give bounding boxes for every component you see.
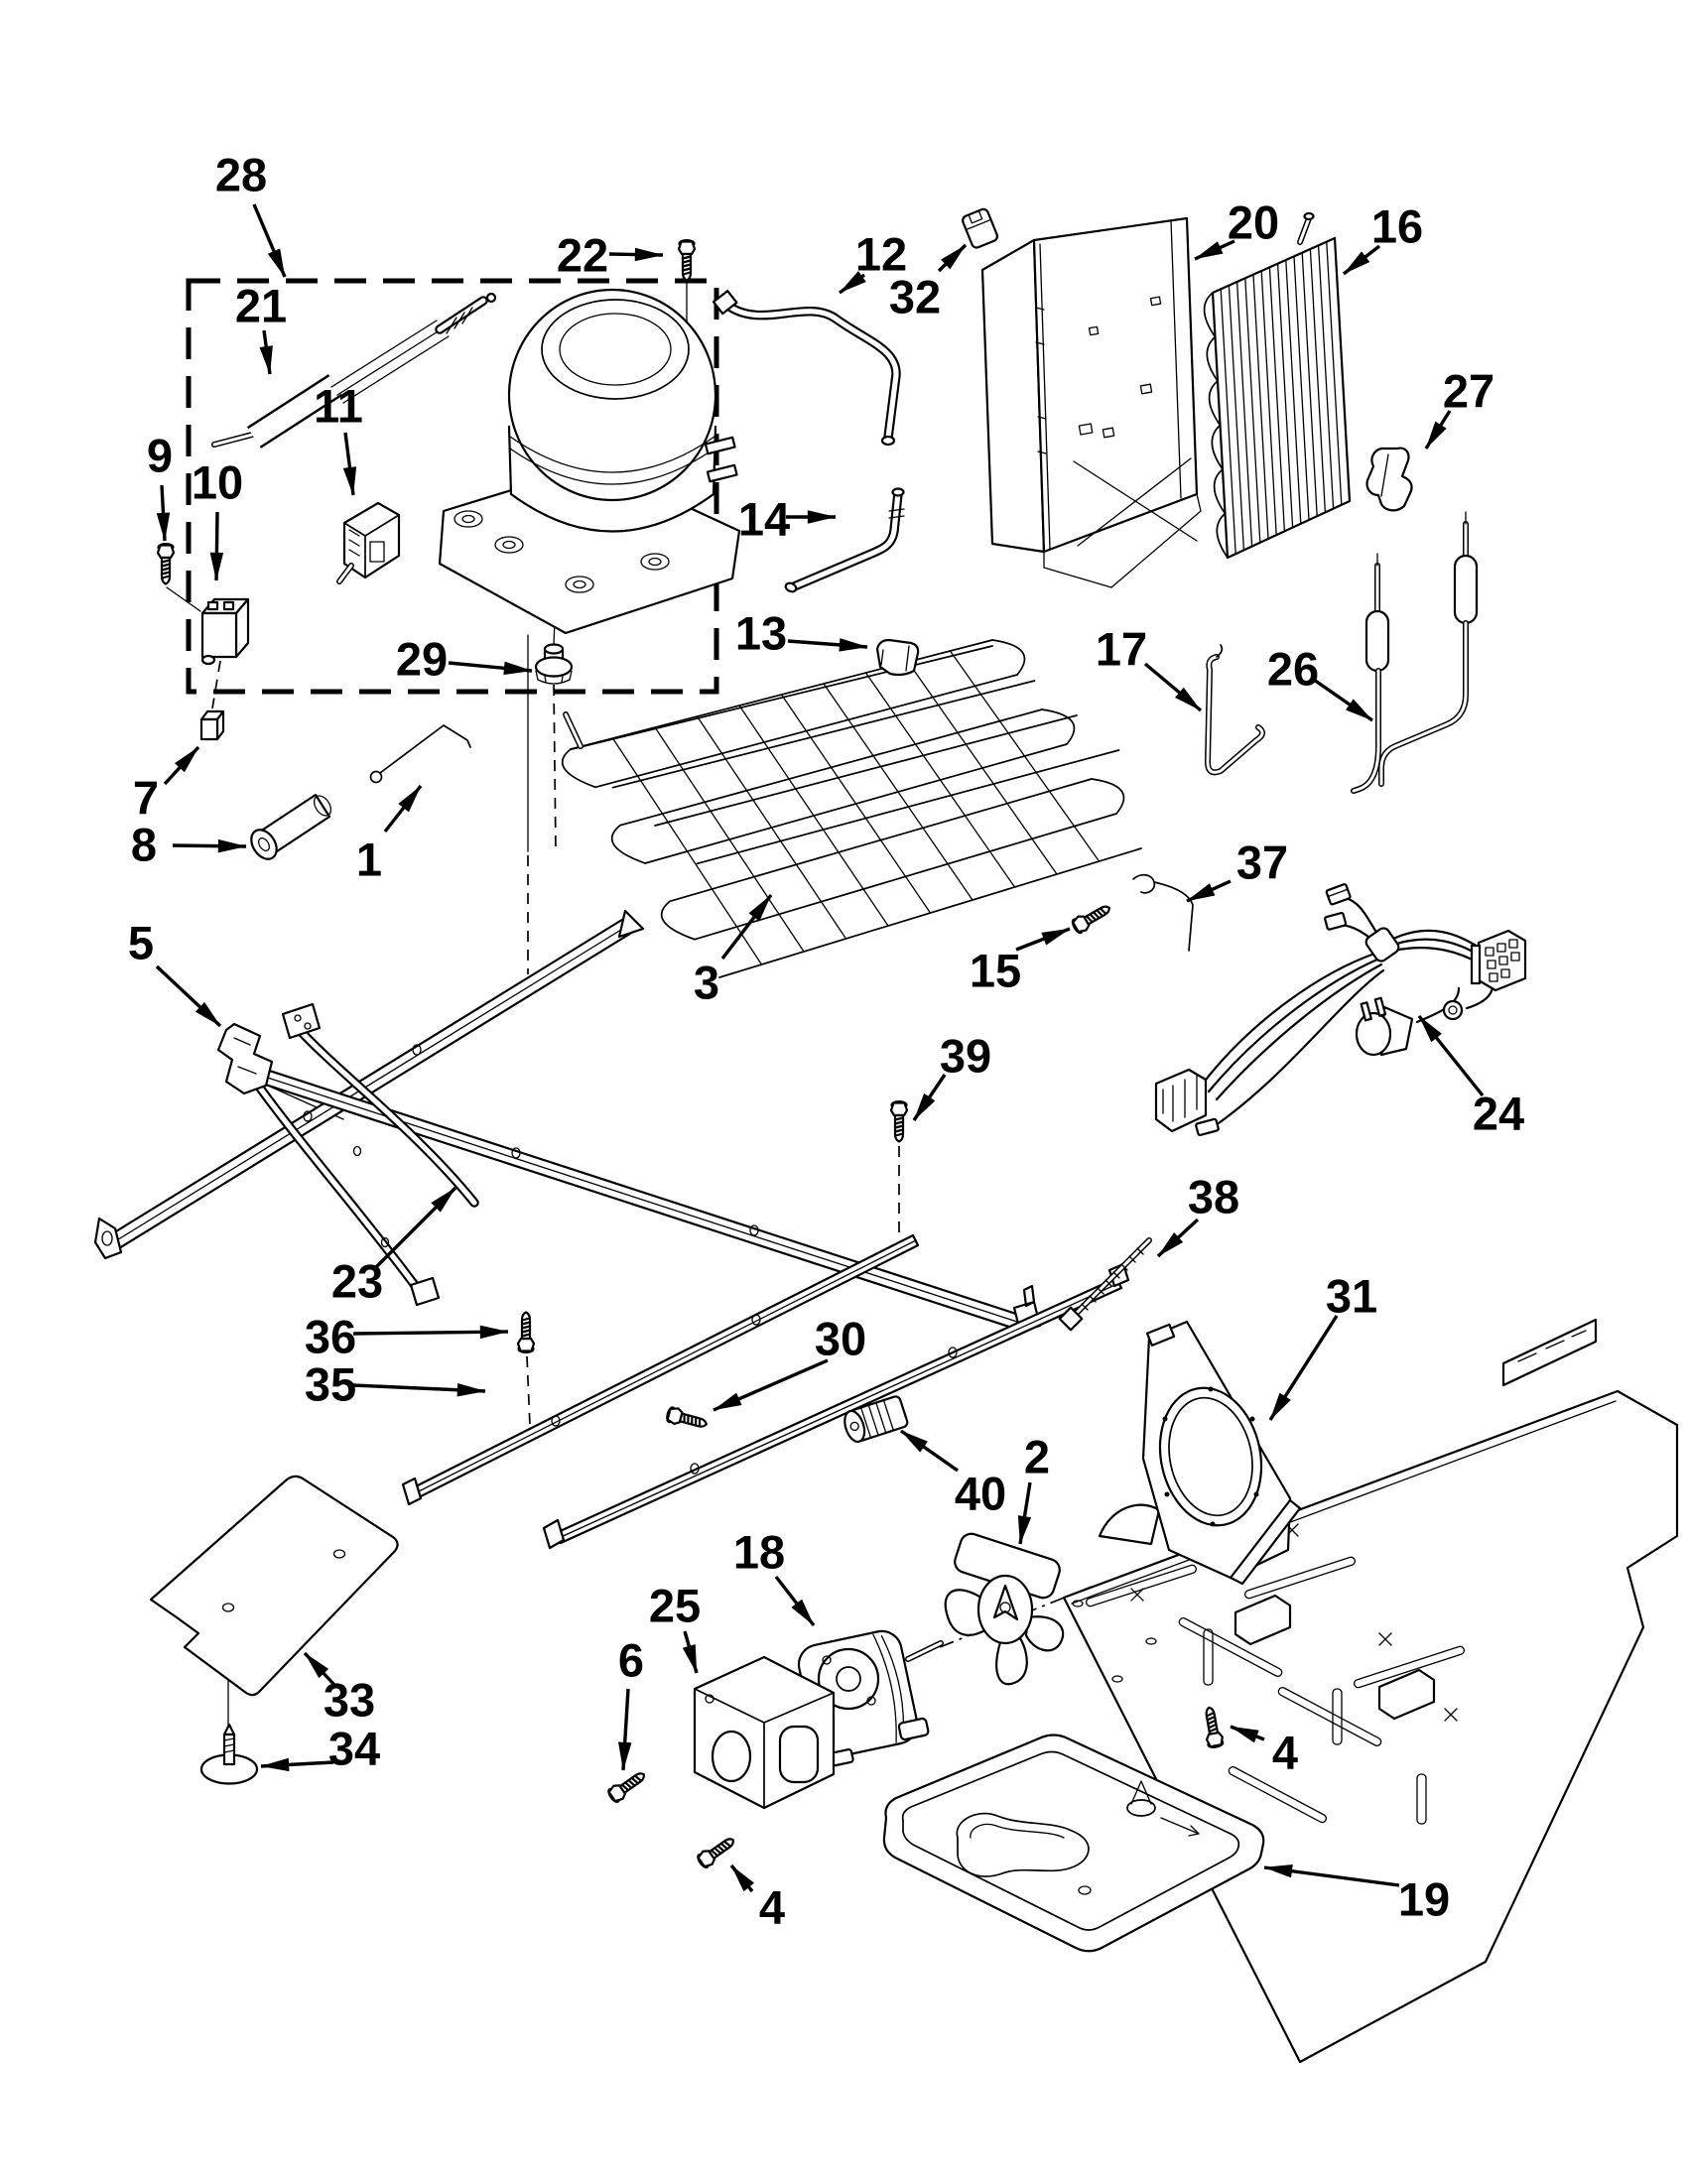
callout-label-22-1: 22 (556, 228, 609, 282)
evaporator-coil-drawing (1205, 213, 1350, 558)
callout-label-16-6: 16 (1370, 199, 1424, 253)
callout-label-25-34: 25 (648, 1579, 702, 1632)
callout-arrow-8-17 (173, 845, 246, 846)
panel-clip-drawing (962, 207, 999, 249)
condenser-coil-drawing (563, 640, 1141, 977)
screw-36-drawing (518, 1313, 534, 1352)
callout-arrow-25-34 (685, 1631, 697, 1673)
callout-label-19-40: 19 (1397, 1872, 1451, 1926)
callout-label-6-35: 6 (617, 1633, 645, 1687)
callout-label-14-11: 14 (737, 492, 791, 546)
callout-arrow-23-26 (374, 1188, 455, 1269)
evap-clip-drawing (1367, 449, 1412, 511)
callout-arrow-2-32 (1020, 1482, 1030, 1544)
callout-arrow-31-27 (1270, 1316, 1337, 1420)
callout-arrow-22-1 (609, 254, 663, 255)
callout-label-28-0: 28 (214, 148, 268, 201)
callout-arrow-15-22 (1016, 929, 1070, 950)
callout-label-12-3: 12 (854, 227, 908, 281)
callout-label-5-19: 5 (127, 916, 155, 969)
callout-label-8-17: 8 (130, 818, 158, 871)
callout-arrow-35-29 (353, 1385, 485, 1391)
callout-arrow-24-23 (1419, 1016, 1483, 1095)
callout-arrow-6-35 (623, 1689, 628, 1770)
callout-arrow-38-25 (1158, 1220, 1198, 1256)
callout-label-32-4: 32 (888, 270, 942, 323)
screw-30-drawing (666, 1406, 709, 1432)
callout-arrow-40-31 (901, 1431, 958, 1471)
callout-label-18-33: 18 (732, 1525, 786, 1579)
roller-drawing (246, 793, 334, 863)
callout-label-4-39: 4 (1271, 1726, 1299, 1779)
drier-tubes-drawing (1354, 512, 1477, 791)
callout-label-36-28: 36 (304, 1310, 357, 1363)
wire-bracket-drawing (1133, 875, 1193, 951)
callout-label-9-8: 9 (146, 429, 174, 482)
callout-label-3-20: 3 (693, 956, 720, 1009)
callout-label-20-5: 20 (1227, 195, 1280, 249)
callout-label-4-38: 4 (758, 1880, 786, 1934)
cover-plate-drawing (151, 1477, 398, 1695)
callout-label-15-22: 15 (969, 944, 1022, 997)
drain-tube-drawing (784, 489, 904, 593)
callout-label-40-31: 40 (954, 1467, 1007, 1520)
wire-harness-drawing (1156, 884, 1525, 1136)
callout-arrow-30-30 (714, 1360, 828, 1410)
compressor-drawing (440, 290, 739, 633)
callout-label-23-26: 23 (330, 1254, 384, 1308)
callout-arrow-7-16 (165, 747, 198, 784)
fan-blade-drawing (946, 1531, 1063, 1684)
start-device-drawing (339, 503, 399, 581)
callout-arrow-34-37 (261, 1762, 333, 1766)
fan-shroud-drawing (1064, 1320, 1677, 2062)
hook-tube-drawing (1208, 645, 1262, 772)
callout-label-10-9: 10 (191, 455, 244, 509)
callout-label-31-27: 31 (1325, 1269, 1378, 1323)
rear-panel-drawing (982, 218, 1201, 587)
wire-clip-drawing (371, 725, 471, 783)
callout-arrow-13-12 (788, 641, 867, 647)
callout-label-11-10: 11 (314, 379, 363, 433)
side-rail-right-drawing (544, 1264, 1128, 1548)
callout-arrow-18-33 (776, 1577, 814, 1625)
grommet-drawing (536, 645, 572, 685)
callout-arrow-11-10 (345, 433, 353, 495)
screw-22-drawing (679, 240, 695, 280)
callout-arrow-17-14 (1145, 664, 1201, 710)
side-rail-left-drawing (403, 1235, 918, 1504)
callout-label-34-37: 34 (327, 1722, 381, 1775)
callout-arrow-4-38 (731, 1865, 752, 1891)
callout-label-27-7: 27 (1442, 364, 1495, 418)
callout-arrow-28-0 (254, 204, 285, 277)
callout-label-38-25: 38 (1187, 1170, 1240, 1223)
callout-label-2-32: 2 (1023, 1430, 1051, 1483)
callout-arrow-1-18 (385, 786, 421, 832)
screw-39-drawing (891, 1101, 907, 1141)
callout-label-30-30: 30 (814, 1312, 867, 1365)
screw-9-drawing (158, 544, 174, 583)
cable-tie-drawing (1060, 1240, 1149, 1330)
callout-arrow-9-8 (162, 485, 165, 541)
callout-label-37-21: 37 (1235, 835, 1289, 889)
callout-arrow-29-13 (449, 663, 532, 671)
callout-label-7-16: 7 (132, 771, 160, 825)
callout-label-21-2: 21 (234, 279, 288, 332)
callout-label-24-23: 24 (1472, 1087, 1525, 1140)
callout-label-26-15: 26 (1266, 642, 1320, 696)
callout-label-1-18: 1 (355, 833, 383, 886)
push-pin-drawing (201, 1725, 257, 1784)
callout-arrow-26-15 (1314, 680, 1372, 720)
relay-drawing (202, 599, 248, 664)
callout-arrow-21-2 (264, 330, 270, 374)
discharge-tube-drawing (714, 291, 896, 445)
callout-arrow-37-21 (1187, 881, 1231, 901)
callout-label-35-29: 35 (304, 1357, 357, 1411)
screw-6-drawing (606, 1768, 648, 1804)
callout-arrow-10-9 (216, 512, 217, 580)
callout-label-33-36: 33 (323, 1673, 376, 1727)
callout-arrow-5-19 (157, 966, 220, 1026)
screw-15-drawing (1071, 901, 1113, 935)
callout-arrow-36-28 (353, 1332, 508, 1334)
callout-label-17-14: 17 (1095, 622, 1148, 676)
tube-clip-drawing (877, 640, 918, 675)
callout-label-39-24: 39 (939, 1029, 992, 1083)
screw-4a-drawing (696, 1834, 737, 1869)
terminal-cube-drawing (201, 711, 223, 739)
callout-arrow-32-4 (939, 245, 966, 271)
corner-bracket-drawing (218, 1024, 272, 1093)
callout-label-13-12: 13 (734, 606, 788, 660)
callout-label-29-13: 29 (395, 632, 449, 686)
